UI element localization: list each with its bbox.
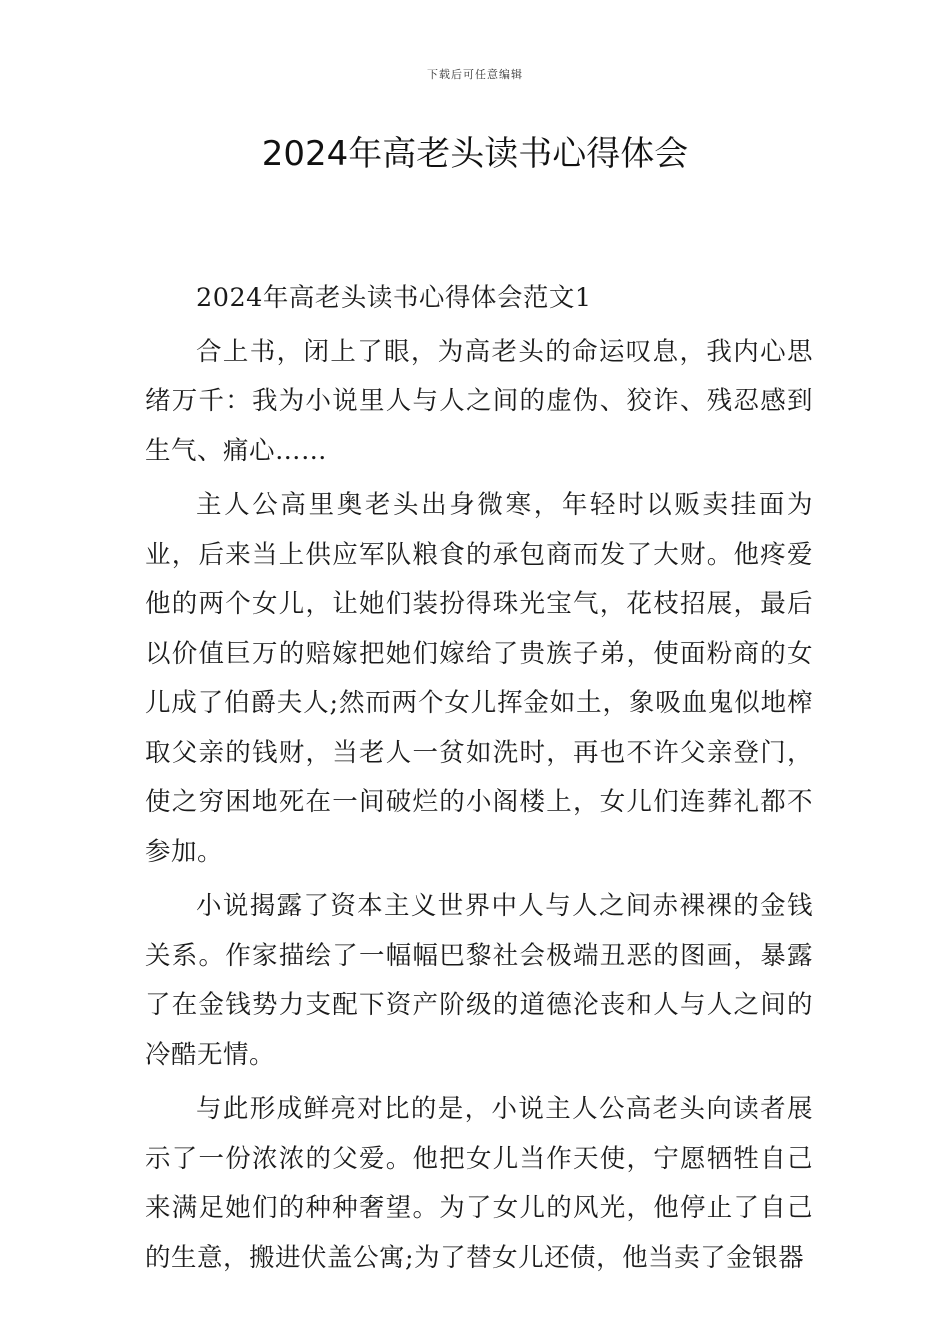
document-title: 2024年高老头读书心得体会 [261,134,689,174]
paragraph-2: 主人公高里奥老头出身微寒，年轻时以贩卖挂面为业，后来当上供应军队粮食的承包商而发了大财。他疼爱他的两个女儿，让她们装扮得珠光宝气，花枝招展，最后以价值巨万的赔嫁把她们嫁给了贵族子弟，使面粉商的女儿成了伯爵夫人;然而两个女儿挥金如土，象吸血鬼似地榨取父亲的钱财，当老人一贫如洗时，再也不许父亲登门，使之穷困地死在一间破烂的小阁楼上，女儿们连葬礼都不参加。 [145,490,813,867]
paragraph-1: 合上书，闭上了眼，为高老头的命运叹息，我内心思绪万千：我为小说里人与人之间的虚伪、狡诈、残忍感到生气、痛心…… [145,336,813,466]
paragraph-4: 与此形成鲜亮对比的是，小说主人公高老头向读者展示了一份浓浓的父爱。他把女儿当作天使，宁愿牺牲自己来满足她们的种种奢望。为了女儿的风光，他停止了自己的生意，搬进伏盖公寓;为了替女儿还债，他当卖了金银器 [145,1094,813,1273]
paragraph-3: 小说揭露了资本主义世界中人与人之间赤裸裸的金钱关系。作家描绘了一幅幅巴黎社会极端丑恶的图画，暴露了在金钱势力支配下资产阶级的道德沦丧和人与人之间的冷酷无情。 [145,891,813,1070]
document-body [145,274,813,1288]
essay-subtitle: 2024年高老头读书心得体会范文1 [196,283,592,313]
header-note: 下载后可任意编辑 [427,68,523,81]
